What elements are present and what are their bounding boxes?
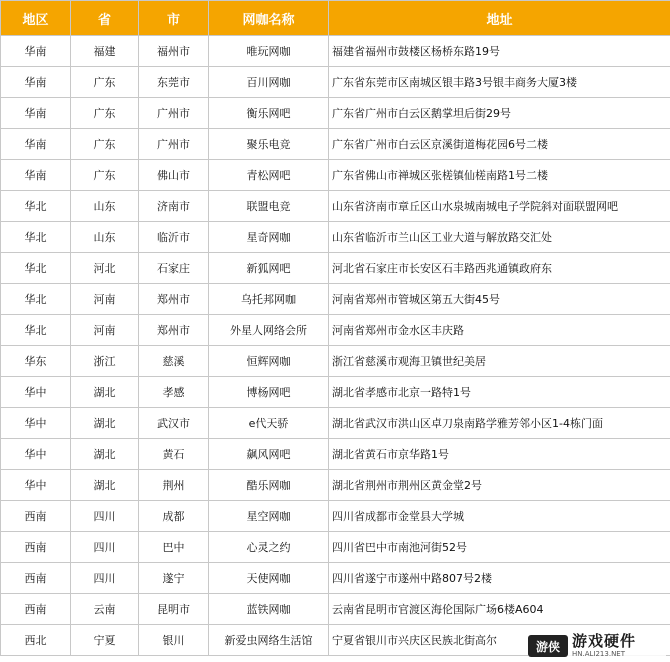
cell-address: 山东省临沂市兰山区工业大道与解放路交汇处 [329,222,670,253]
cell-province: 河北 [71,253,139,284]
cell-cafe-name: 衡乐网吧 [209,98,329,129]
cell-province: 河南 [71,315,139,346]
cell-region: 华北 [1,222,71,253]
cell-region: 华北 [1,253,71,284]
cell-region: 华中 [1,377,71,408]
cell-province: 四川 [71,563,139,594]
cell-cafe-name: 心灵之约 [209,532,329,563]
cell-city: 成都 [139,501,209,532]
cell-province: 广东 [71,98,139,129]
cell-address: 湖北省荆州市荆州区黄金堂2号 [329,470,670,501]
cell-region: 华南 [1,129,71,160]
cell-city: 福州市 [139,36,209,67]
cell-city: 遂宁 [139,563,209,594]
cell-province: 广东 [71,129,139,160]
cell-city: 佛山市 [139,160,209,191]
cell-province: 山东 [71,222,139,253]
cell-city: 昆明市 [139,594,209,625]
table-row [1,470,670,501]
cell-province: 福建 [71,36,139,67]
table-row [1,501,670,532]
cell-cafe-name: 联盟电竞 [209,191,329,222]
table-row [1,315,670,346]
table-row [1,98,670,129]
cell-region: 西南 [1,563,71,594]
table-row [1,67,670,98]
cell-region: 华南 [1,160,71,191]
table-row [1,36,670,67]
cell-city: 济南市 [139,191,209,222]
cell-province: 湖北 [71,377,139,408]
cell-city: 孝感 [139,377,209,408]
table-row [1,408,670,439]
cell-province: 广东 [71,160,139,191]
cell-cafe-name: 天使网咖 [209,563,329,594]
cell-address: 云南省昆明市官渡区海伦国际广场6楼A604 [329,594,670,625]
cell-city: 广州市 [139,129,209,160]
table-row [1,191,670,222]
table-row [1,439,670,470]
cell-cafe-name: 唯玩网咖 [209,36,329,67]
table-row [1,563,670,594]
cell-city: 巴中 [139,532,209,563]
cell-address: 四川省成都市金堂县大学城 [329,501,670,532]
cell-region: 西南 [1,532,71,563]
cell-province: 云南 [71,594,139,625]
cell-cafe-name: 星空网咖 [209,501,329,532]
header-region: 地区 [1,1,71,36]
cell-region: 华中 [1,408,71,439]
cell-address: 四川省巴中市南池河街52号 [329,532,670,563]
header-province: 省 [71,1,139,36]
cell-address: 河北省石家庄市长安区石丰路西兆通镇政府东 [329,253,670,284]
cell-cafe-name: 蓝铁网咖 [209,594,329,625]
cell-region: 西南 [1,594,71,625]
cell-city: 慈溪 [139,346,209,377]
cell-cafe-name: 博杨网吧 [209,377,329,408]
cell-province: 四川 [71,501,139,532]
cell-region: 华北 [1,315,71,346]
cell-cafe-name: 星奇网咖 [209,222,329,253]
cell-cafe-name: 恒辉网咖 [209,346,329,377]
cell-address: 福建省福州市鼓楼区杨桥东路19号 [329,36,670,67]
cell-region: 华北 [1,191,71,222]
table-row [1,377,670,408]
cell-address: 山东省济南市章丘区山水泉城南城电子学院斜对面联盟网吧 [329,191,670,222]
cell-city: 郑州市 [139,284,209,315]
cell-cafe-name: e代天骄 [209,408,329,439]
cell-address: 湖北省孝感市北京一路特1号 [329,377,670,408]
watermark-logo: 游侠 [528,635,568,657]
cell-province: 浙江 [71,346,139,377]
cell-cafe-name: 青松网吧 [209,160,329,191]
cell-address: 浙江省慈溪市观海卫镇世纪美居 [329,346,670,377]
cell-region: 华北 [1,284,71,315]
cell-province: 四川 [71,532,139,563]
cell-address: 湖北省黄石市京华路1号 [329,439,670,470]
table-row [1,594,670,625]
cell-city: 武汉市 [139,408,209,439]
cell-cafe-name: 外星人网络会所 [209,315,329,346]
cell-address: 广东省广州市白云区京溪街道梅花园6号二楼 [329,129,670,160]
cell-region: 华南 [1,67,71,98]
cell-city: 广州市 [139,98,209,129]
cell-city: 临沂市 [139,222,209,253]
cell-city: 郑州市 [139,315,209,346]
cell-province: 河南 [71,284,139,315]
cell-province: 广东 [71,67,139,98]
cell-cafe-name: 新爱虫网络生活馆 [209,625,329,656]
cell-city: 东莞市 [139,67,209,98]
cell-region: 西北 [1,625,71,656]
cell-region: 西南 [1,501,71,532]
watermark-url: HN.ALI213.NET [572,650,625,658]
cell-cafe-name: 乌托邦网咖 [209,284,329,315]
cell-address: 湖北省武汉市洪山区卓刀泉南路学雅芳邻小区1-4栋门面 [329,408,670,439]
cell-province: 山东 [71,191,139,222]
cell-region: 华中 [1,439,71,470]
table-row [1,222,670,253]
header-address: 地址 [329,1,670,36]
header-cafe-name: 网咖名称 [209,1,329,36]
cell-region: 华东 [1,346,71,377]
cell-address: 宁夏省银川市兴庆区民族北街高尔 [329,625,670,656]
cell-address: 广东省佛山市禅城区张槎镇仙槎南路1号二楼 [329,160,670,191]
cell-address: 河南省郑州市管城区第五大街45号 [329,284,670,315]
header-city: 市 [139,1,209,36]
cell-region: 华南 [1,36,71,67]
cell-address: 四川省遂宁市遂州中路807号2楼 [329,563,670,594]
cell-province: 湖北 [71,408,139,439]
cell-city: 黄石 [139,439,209,470]
table-row [1,346,670,377]
cell-province: 湖北 [71,439,139,470]
cell-region: 华南 [1,98,71,129]
header-row [1,1,670,36]
table-row [1,284,670,315]
table-row [1,253,670,284]
cell-address: 广东省广州市白云区鹅掌坦后街29号 [329,98,670,129]
cell-cafe-name: 飙风网吧 [209,439,329,470]
table-row [1,532,670,563]
cell-cafe-name: 百川网咖 [209,67,329,98]
cell-address: 广东省东莞市区南城区银丰路3号银丰商务大厦3楼 [329,67,670,98]
cell-city: 石家庄 [139,253,209,284]
cell-address: 河南省郑州市金水区丰庆路 [329,315,670,346]
cell-city: 荆州 [139,470,209,501]
cell-region: 华中 [1,470,71,501]
cell-province: 湖北 [71,470,139,501]
cell-city: 银川 [139,625,209,656]
cell-province: 宁夏 [71,625,139,656]
site-watermark [528,633,666,659]
watermark-title: 游戏硬件 [572,632,637,650]
table-row [1,129,670,160]
cell-cafe-name: 酷乐网咖 [209,470,329,501]
table-row [1,160,670,191]
cell-cafe-name: 聚乐电竞 [209,129,329,160]
cell-cafe-name: 新狐网吧 [209,253,329,284]
